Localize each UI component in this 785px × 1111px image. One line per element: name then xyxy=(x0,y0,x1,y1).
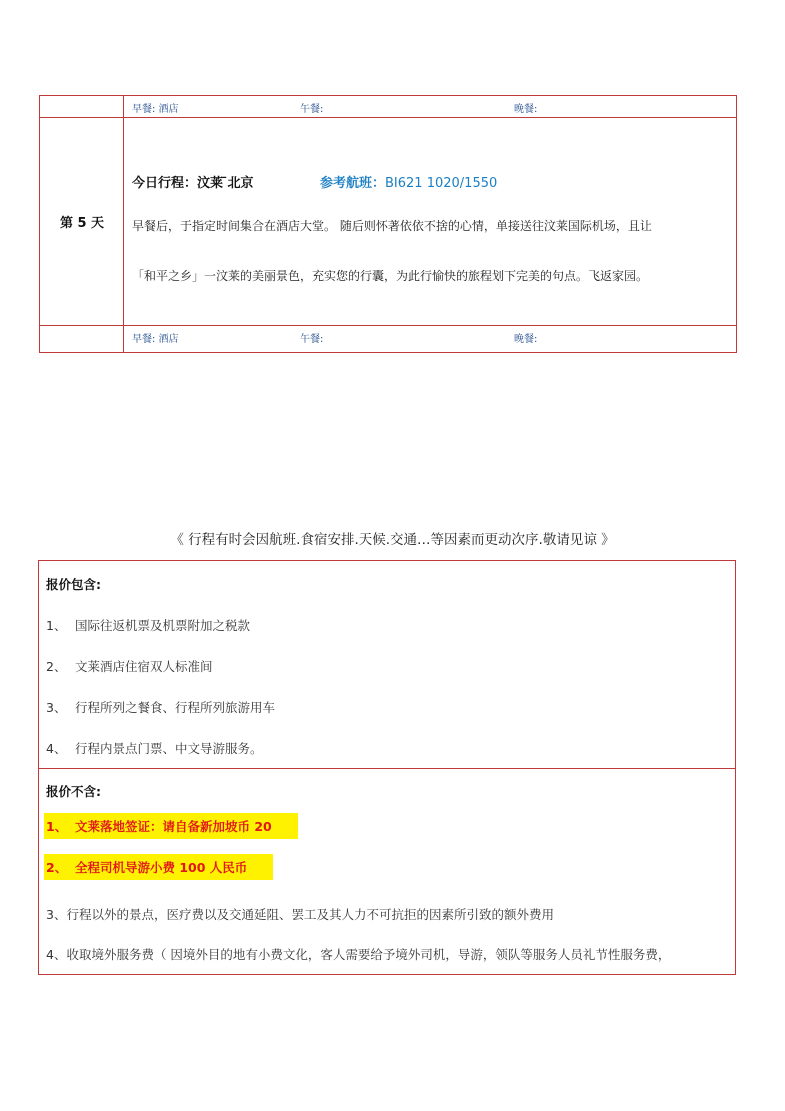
included-item xyxy=(46,698,275,716)
item-text: 行程所列之餐食、行程所列旅游用车 xyxy=(75,700,276,715)
included-title: 报价包含: xyxy=(46,577,101,592)
meals-row-bottom xyxy=(124,326,736,348)
item-number: 4、 xyxy=(46,741,67,756)
excluded-item-highlight xyxy=(44,813,298,839)
item-number: 2、 xyxy=(46,860,68,875)
item-text: 国际往返机票及机票附加之税款 xyxy=(75,618,251,633)
flight-info xyxy=(320,172,497,191)
item-text: 文莱酒店住宿双人标准间 xyxy=(75,659,213,674)
price-table xyxy=(38,560,736,975)
meals-row-top xyxy=(124,96,736,118)
section-divider xyxy=(39,768,735,769)
schedule-notice: 《 行程有时会因航班.食宿安排.天候.交通…等因素而更动次序.敬请见谅 》 xyxy=(170,532,615,548)
breakfast-label: 早餐: 酒店 xyxy=(132,334,179,345)
route-title: 今日行程：汶莱 ̄北京 xyxy=(132,176,254,191)
dinner-label: 晚餐: xyxy=(514,104,538,115)
day-label: 第 5 天 xyxy=(59,216,105,231)
included-item xyxy=(46,616,250,634)
lunch-label: 午餐: xyxy=(300,334,324,345)
flight-value: BI621 1020/1550 xyxy=(385,176,498,191)
item-text: 全程司机导游小费 100 人民币 xyxy=(75,860,248,875)
excluded-title: 报价不含: xyxy=(46,784,101,799)
description-line-1: 早餐后，于指定时间集合在酒店大堂。 随后则怀著依依不捨的心情，单接送往汶莱国际机场，且让 xyxy=(132,219,652,233)
itinerary-table xyxy=(39,95,737,353)
day-description xyxy=(132,214,732,314)
included-item xyxy=(46,657,213,675)
breakfast-label: 早餐: 酒店 xyxy=(132,104,179,115)
item-number: 4、 xyxy=(46,947,67,962)
dinner-label: 晚餐: xyxy=(514,334,538,345)
item-number: 2、 xyxy=(46,659,67,674)
excluded-item xyxy=(46,905,554,923)
description-line-2: 「和平之乡」一汶莱的美丽景色，充实您的行囊，为此行愉快的旅程划下完美的句点。飞返家园。 xyxy=(132,269,649,283)
excluded-item xyxy=(46,945,670,963)
item-number: 1、 xyxy=(46,618,67,633)
item-number: 3、 xyxy=(46,907,67,922)
included-item xyxy=(46,739,263,757)
lunch-label: 午餐: xyxy=(300,104,324,115)
item-text: 收取境外服务费（ 因境外目的地有小费文化，客人需要给予境外司机，导游，领队等服务人员礼节性服务费， xyxy=(66,947,671,962)
item-number: 1、 xyxy=(46,819,68,834)
item-number: 3、 xyxy=(46,700,67,715)
excluded-item-highlight xyxy=(44,854,273,880)
item-text: 行程以外的景点，医疗费以及交通延阻、罢工及其人力不可抗拒的因素所引致的额外费用 xyxy=(66,907,554,922)
flight-label: 参考航班： xyxy=(320,176,386,191)
item-text: 文莱落地签证：请自备新加坡币 20 xyxy=(75,819,272,834)
item-text: 行程内景点门票、中文导游服务。 xyxy=(75,741,263,756)
